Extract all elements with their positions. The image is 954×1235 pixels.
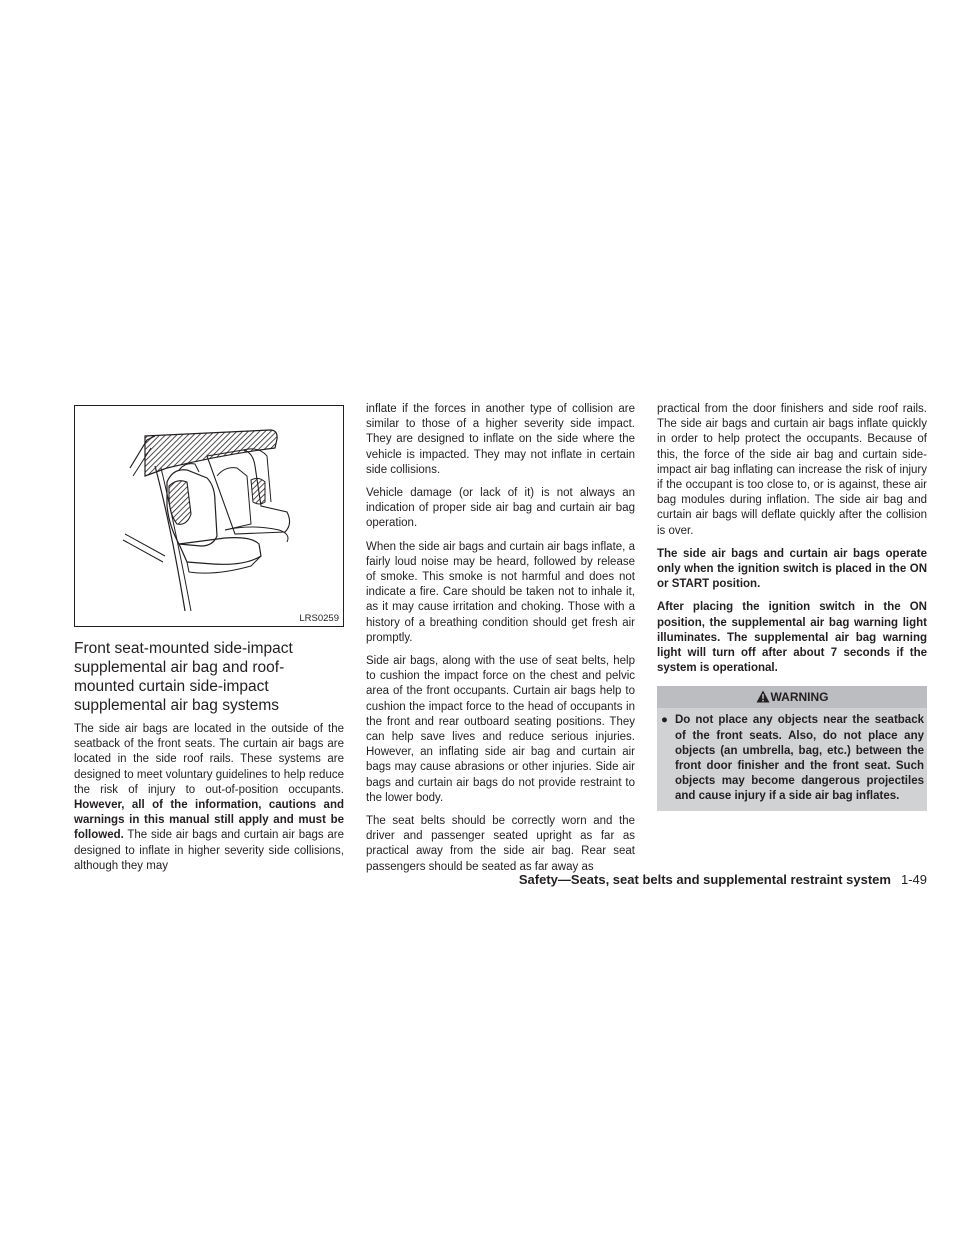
section-heading: Front seat-mounted side-impact supplemental air bag and roof-mounted curtain side-impact supplemental air bag systems [74, 640, 293, 714]
col2-paragraph-2: Vehicle damage (or lack of it) is not always an indication of proper side air bag and curtain air bag operation. [366, 487, 635, 530]
warning-text: Do not place any objects near the seatback of the front seats. Also, do not place any objects (an umbrella, bag, etc.) between the front door finisher and the front seat. Such objects may become dangerous projectiles and cause injury if a side air bag inflates. [675, 714, 924, 802]
warning-item [657, 708, 927, 811]
column-2 [366, 402, 635, 883]
column-3 [657, 402, 927, 811]
page-number: 1-49 [900, 872, 927, 887]
col2-paragraph-4: Side air bags, along with the use of seat belts, help to cushion the impact force on the chest and pelvic area of the front occupants. Curtain air bags help to cushion the impact force to the head of occupants in the front and rear outboard seating positions. They can help save lives and reduce serious injuries. However, an inflating side air bag and curtain air bags may cause abrasions or other injuries. Side air bags and curtain air bags do not provide restraint to the lower body. [366, 655, 635, 804]
warning-title: WARNING [770, 690, 829, 705]
warning-title-bar [657, 686, 927, 708]
col1-bold-text: However, all of the information, cautions and warnings in this manual still apply and must be followed. [74, 799, 344, 842]
page-footer [0, 872, 927, 887]
figure-code: LRS0259 [299, 613, 339, 624]
warning-triangle-icon [756, 688, 770, 710]
col3-paragraph-3: After placing the ignition switch in the ON position, the supplemental air bag warning light illuminates. The supplemental air bag warning light will turn off after about 7 seconds if the system is operational. [657, 601, 927, 675]
column-1 [74, 405, 344, 882]
col2-paragraph-5: The seat belts should be correctly worn and the driver and passenger seated upright as far as practical away from the side air bag. Rear seat passengers should be seated as far away as [366, 815, 635, 873]
warning-box [657, 686, 927, 811]
seat-airbag-drawing [75, 406, 343, 626]
col2-paragraph-3: When the side air bags and curtain air bags inflate, a fairly loud noise may be heard, followed by release of smoke. This smoke is not harmful and does not indicate a fire. Care should be taken not to inhale it, as it may cause irritation and choking. Those with a history of a breathing condition should get fresh air promptly. [366, 540, 635, 644]
col3-paragraph-1: practical from the door finishers and side roof rails. The side air bags and curtain air bags inflate quickly in order to help protect the occupants. Because of this, the force of the side air bag and curtain side-impact air bag inflating can increase the risk of injury if the occupant is too close to, or is against, these air bag modules during inflation. The side air bag and curtain air bags will deflate quickly after the collision is over. [657, 403, 927, 537]
col1-text-a: The side air bags are located in the outside of the seatback of the front seats. The curtain air bags are located in the side roof rails. These systems are designed to meet voluntary guidelines to help reduce the risk of injury to out-of-position occupants. [74, 723, 344, 796]
col2-paragraph-1: inflate if the forces in another type of collision are similar to those of a higher severity side impact. They are designed to inflate on the side where the vehicle is impacted. They may not inflate in certain side collisions. [366, 403, 635, 476]
col1-paragraph [74, 722, 344, 874]
airbag-illustration [74, 405, 344, 627]
bullet-icon: ● [661, 714, 668, 727]
col3-paragraph-2: The side air bags and curtain air bags operate only when the ignition switch is placed in the ON or START position. [657, 547, 927, 591]
col1-text-b: The side air bags and curtain air bags are designed to inflate in higher severity side collisions, although they may [74, 829, 344, 872]
footer-title: Safety—Seats, seat belts and supplemental restraint system [518, 872, 891, 887]
